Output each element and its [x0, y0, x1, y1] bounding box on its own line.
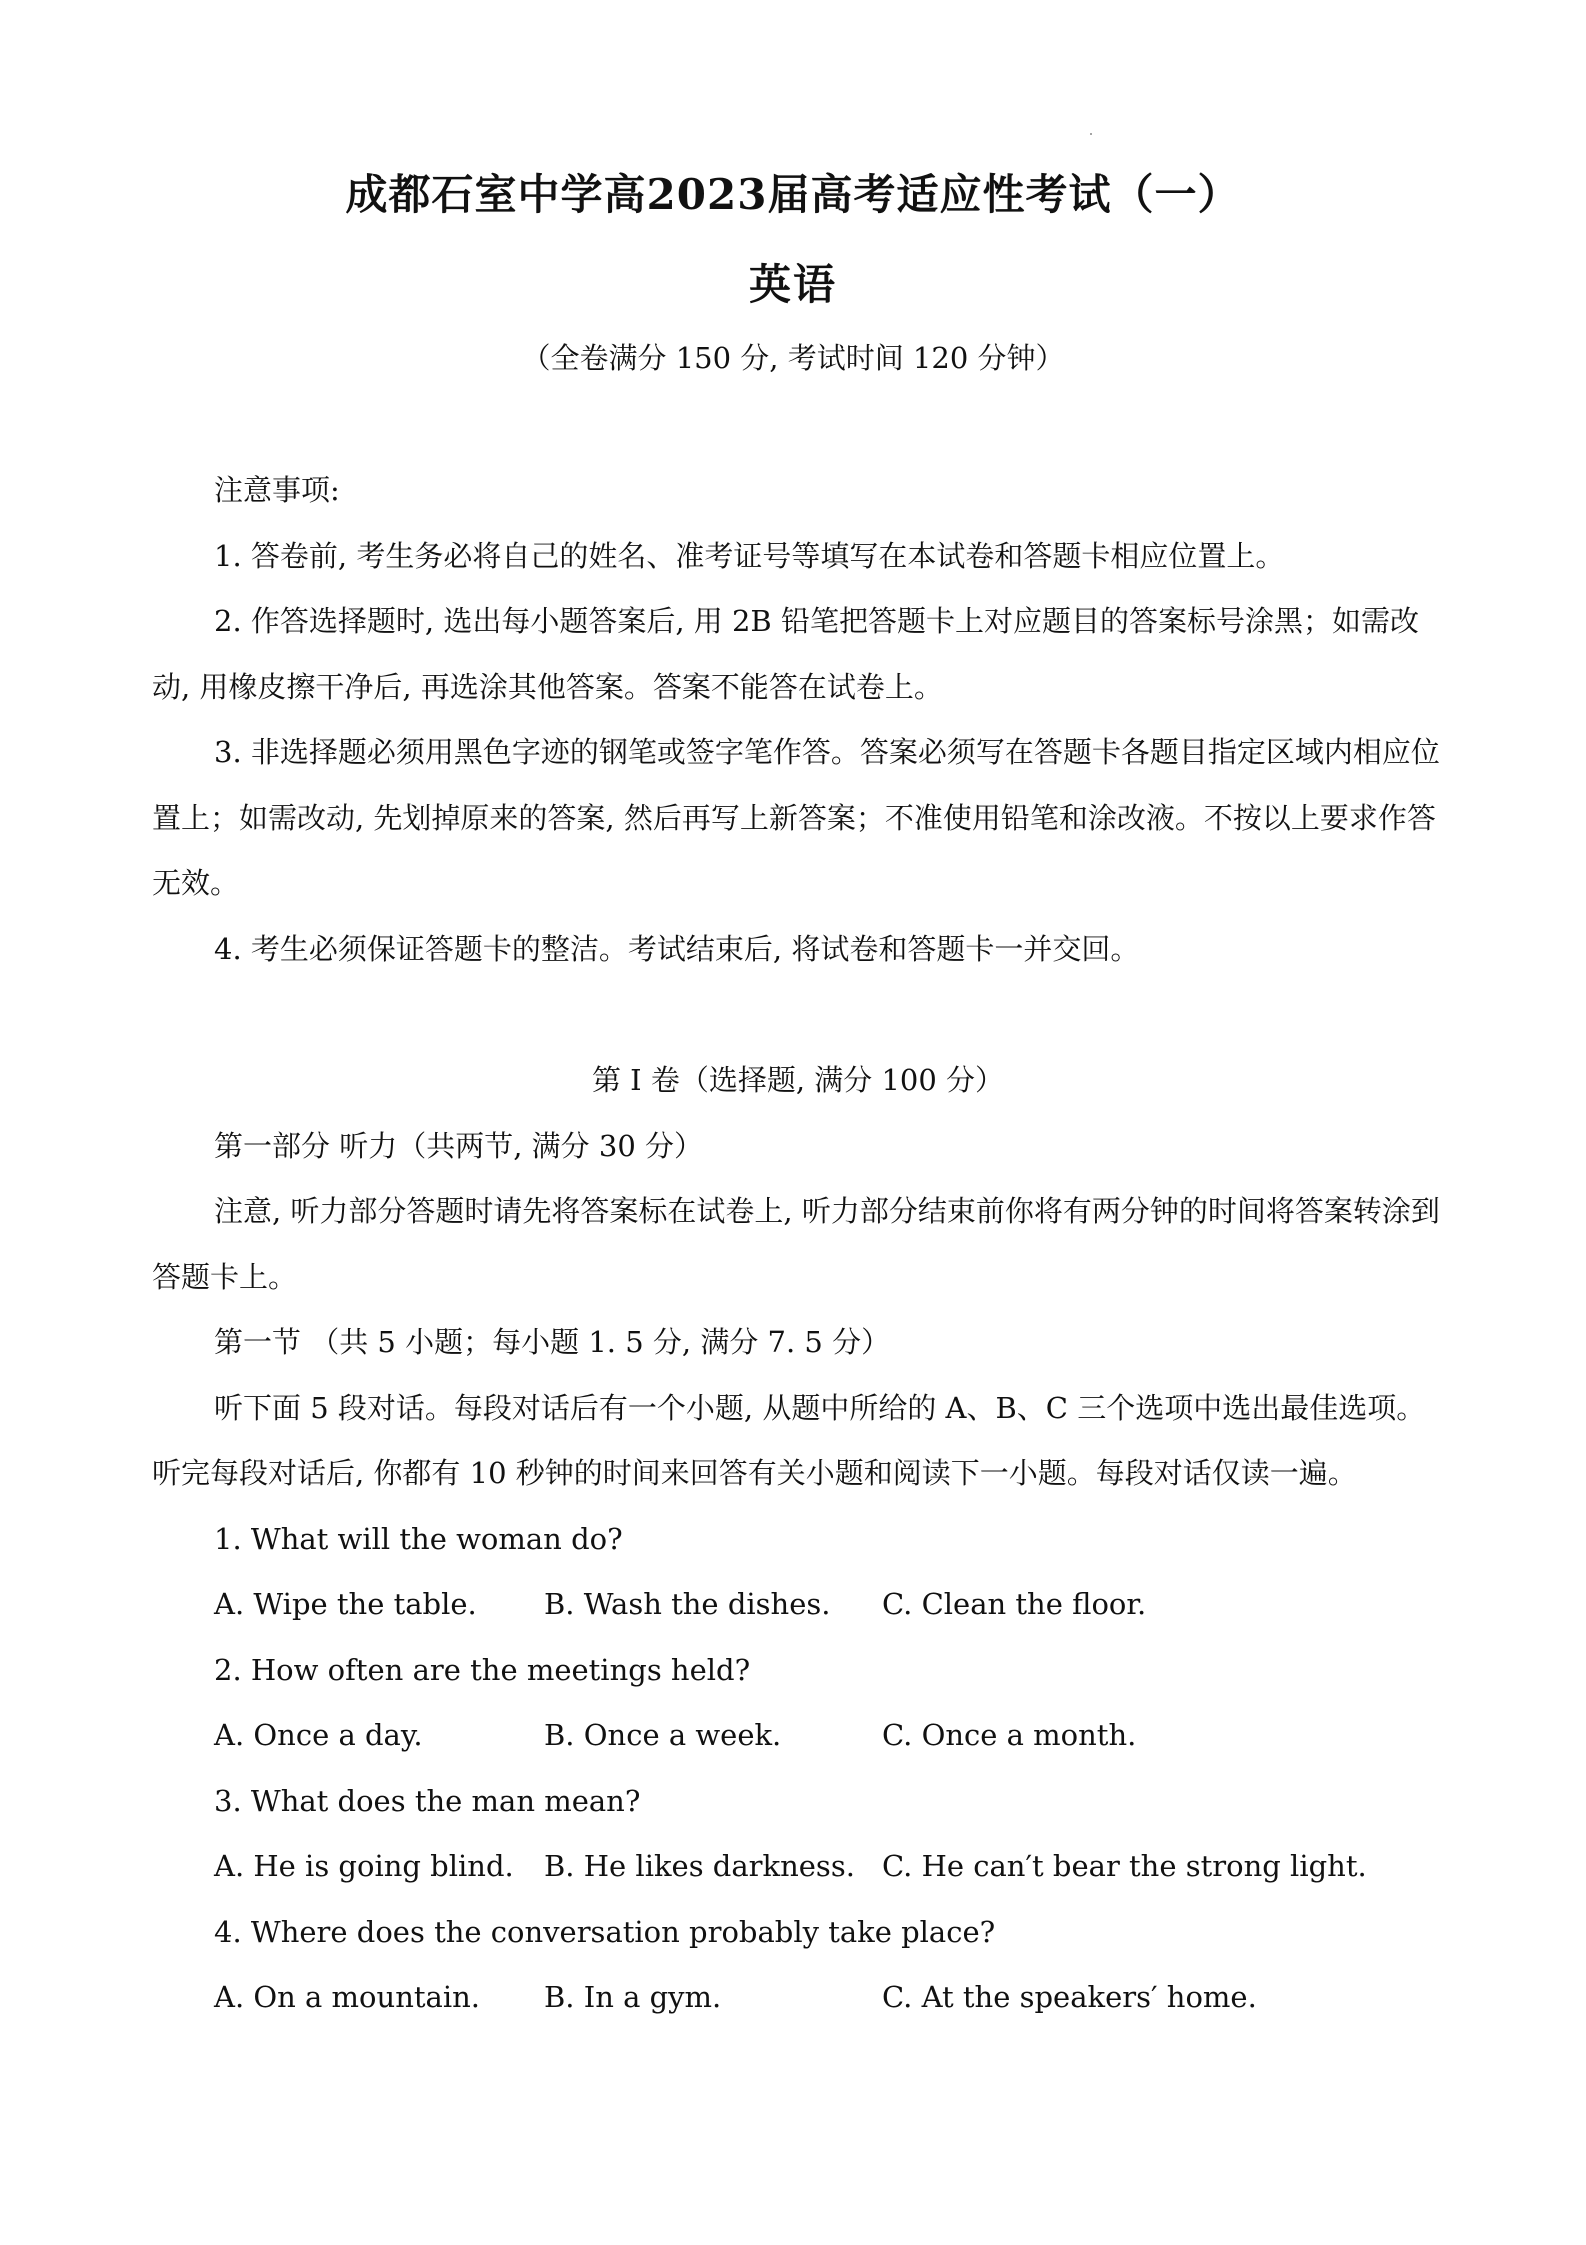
question-options: [152, 1703, 1444, 1769]
question-2: [152, 1638, 1444, 1769]
option-c: C. Clean the floor.: [882, 1587, 1147, 1621]
section-block: [152, 1048, 1444, 2031]
question-3: [152, 1769, 1444, 1900]
option-c: C. At the speakers′ home.: [882, 1980, 1257, 2014]
option-a: A. Wipe the table.: [214, 1587, 477, 1621]
option-b: B. In a gym.: [544, 1980, 722, 2014]
notice-item-1: 1. 答卷前, 考生务必将自己的姓名、准考证号等填写在本试卷和答题卡相应位置上。: [214, 538, 1285, 573]
option-a: A. Once a day.: [214, 1718, 423, 1752]
volume-heading: 第 I 卷（选择题, 满分 100 分）: [591, 1063, 1005, 1097]
listening-note: 注意, 听力部分答题时请先将答案标在试卷上, 听力部分结束前你将有两分钟的时间将答案转涂到答题卡上。: [152, 1194, 1440, 1294]
exam-title: 成都石室中学高2023届高考适应性考试（一）: [345, 170, 1241, 219]
question-1: [152, 1507, 1444, 1638]
notice-item-3: 3. 非选择题必须用黑色字迹的钢笔或签字笔作答。答案必须写在答题卡各题目指定区域内相应位置上；如需改动, 先划掉原来的答案, 然后再写上新答案；不准使用铅笔和涂改液。不按以上要求作答无效。: [152, 735, 1440, 900]
question-stem: 4. Where does the conversation probably take place?: [214, 1914, 996, 1949]
question-stem: 1. What will the woman do?: [214, 1521, 623, 1556]
question-stem: 3. What does the man mean?: [214, 1783, 641, 1818]
option-c: C. He can′t bear the strong light.: [882, 1849, 1367, 1883]
subject-title: 英语: [748, 260, 837, 309]
question-options: [152, 1572, 1444, 1638]
subsection-instructions: 听下面 5 段对话。每段对话后有一个小题, 从题中所给的 A、B、C 三个选项中选出最佳选项。听完每段对话后, 你都有 10 秒钟的时间来回答有关小题和阅读下一小题。每段对话仅读一遍。: [152, 1390, 1426, 1490]
option-a: A. On a mountain.: [214, 1980, 480, 2014]
subsection-heading: 第一节 （共 5 小题；每小题 1. 5 分, 满分 7. 5 分）: [214, 1325, 891, 1359]
option-b: B. He likes darkness.: [544, 1849, 855, 1883]
notice-item-4: 4. 考生必须保证答题卡的整洁。考试结束后, 将试卷和答题卡一并交回。: [214, 931, 1140, 966]
option-b: B. Wash the dishes.: [544, 1587, 831, 1621]
part-heading: 第一部分 听力（共两节, 满分 30 分）: [214, 1128, 703, 1163]
option-c: C. Once a month.: [882, 1718, 1137, 1752]
option-a: A. He is going blind.: [214, 1849, 514, 1883]
question-stem: 2. How often are the meetings held?: [214, 1652, 751, 1687]
notice-heading: 注意事项:: [214, 473, 340, 507]
notice-item-2: 2. 作答选择题时, 选出每小题答案后, 用 2B 铅笔把答题卡上对应题目的答案标号涂黑；如需改动, 用橡皮擦干净后, 再选涂其他答案。答案不能答在试卷上。: [152, 604, 1419, 704]
scan-speck: [1090, 133, 1092, 135]
notice-block: [152, 458, 1444, 982]
option-b: B. Once a week.: [544, 1718, 782, 1752]
exam-meta: （全卷满分 150 分, 考试时间 120 分钟）: [521, 341, 1065, 375]
question-options: [152, 1834, 1444, 1900]
question-options: [152, 1965, 1444, 2031]
question-4: [152, 1900, 1444, 2031]
